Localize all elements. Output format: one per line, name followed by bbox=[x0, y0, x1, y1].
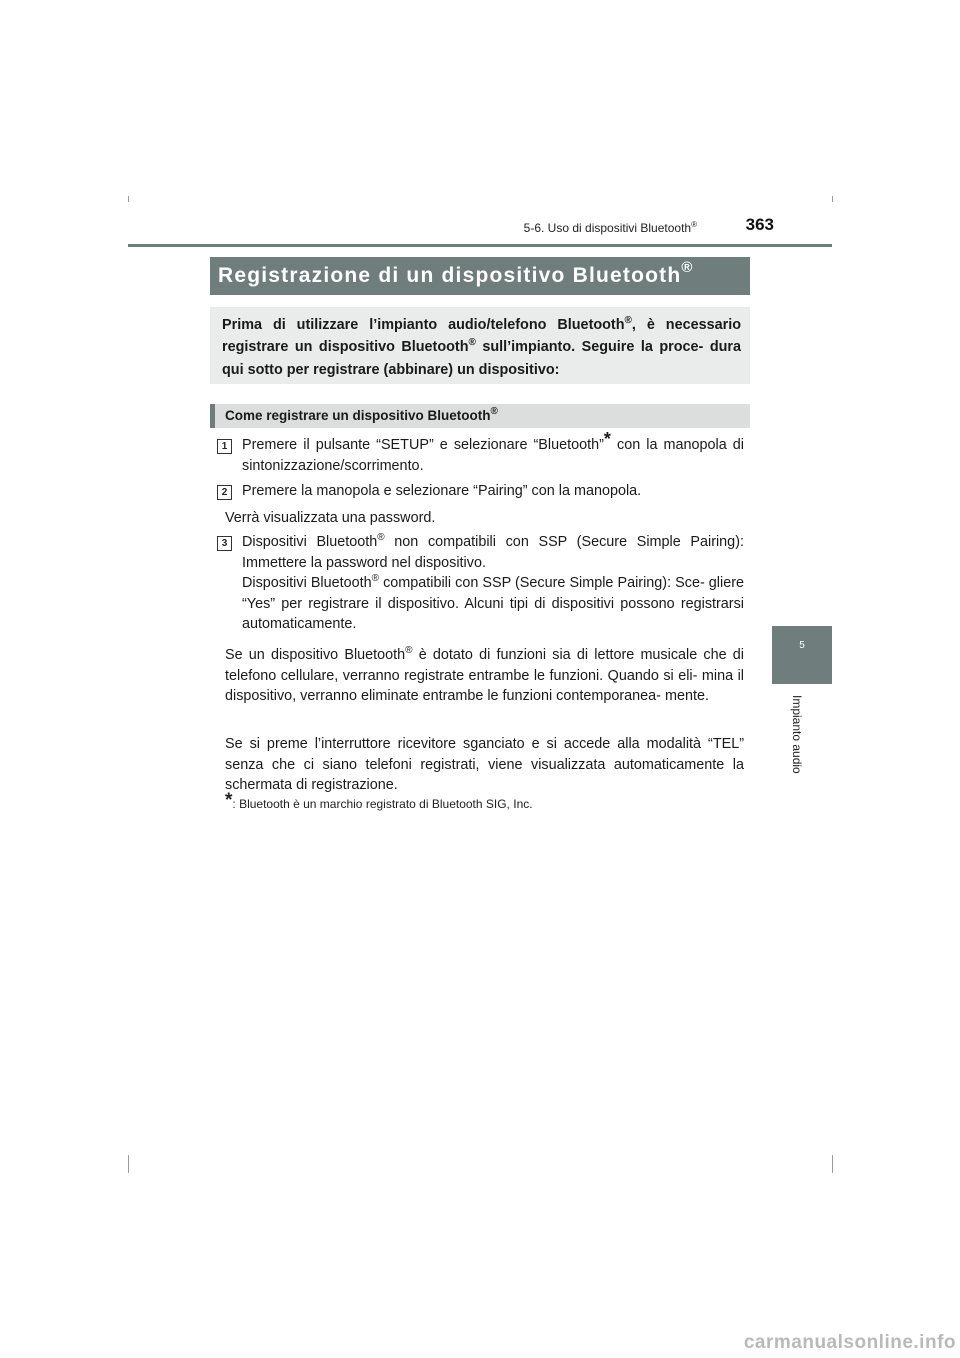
watermark: carmanualsonline.info bbox=[743, 1332, 956, 1353]
note-music-phone: Se un dispositivo Bluetooth® è dotato di funzioni sia di lettore musicale che di telefono cellulare, verranno registrate entrambe le funzioni. Quando si eli- mina il dispositivo, verranno eliminate entrambe le funzioni contemporanea- mente. bbox=[225, 645, 744, 704]
subheading: Come registrare un dispositivo Bluetooth® bbox=[210, 404, 750, 428]
step-2-text: Premere la manopola e selezionare “Pairing” con la manopola. bbox=[242, 483, 642, 499]
chapter-number: 5 bbox=[799, 640, 805, 651]
section-label: 5-6. Uso di dispositivi Bluetooth® bbox=[523, 220, 697, 235]
step-number-1: 1 bbox=[217, 439, 232, 454]
page-title: Registrazione di un dispositivo Bluetooth® bbox=[210, 257, 750, 295]
step-1-text: Premere il pulsante “SETUP” e selezionare “Bluetooth”* con la manopola di sintonizzazione/scorrimento. bbox=[242, 429, 744, 474]
step-3-text bbox=[242, 532, 744, 635]
header-rule bbox=[128, 244, 832, 247]
password-note: Verrà visualizzata una password. bbox=[225, 510, 436, 526]
crop-mark bbox=[832, 1155, 833, 1173]
step-number-3: 3 bbox=[217, 536, 232, 551]
intro-box: Prima di utilizzare l’impianto audio/telefono Bluetooth®, è necessario registrare un dispositivo Bluetooth® sull’impianto. Seguire la proce- dura qui sotto per registrare (abbinare) un dispositivo: bbox=[210, 307, 750, 384]
crop-mark bbox=[128, 196, 129, 202]
chapter-title: Impianto audio bbox=[790, 695, 804, 774]
note-tel-mode: Se si preme l’interruttore ricevitore sganciato e si accede alla modalità “TEL” senza che ci siano telefoni registrati, viene visualizzata automaticamente la schermata di registrazione. bbox=[225, 736, 744, 793]
chapter-tab bbox=[772, 626, 832, 684]
crop-mark bbox=[832, 196, 833, 202]
step-3-non-ssp: Dispositivi Bluetooth® non compatibili con SSP (Secure Simple Pairing): Immettere la password nel dispositivo. bbox=[242, 532, 744, 571]
footnote: *: Bluetooth è un marchio registrato di Bluetooth SIG, Inc. bbox=[225, 790, 533, 811]
step-3-ssp: Dispositivi Bluetooth® compatibili con SSP (Secure Simple Pairing): Sce- gliere “Yes” per registrare il dispositivo. Alcuni tipi di dispositivi possono registrarsi automaticamente. bbox=[242, 573, 744, 632]
page-number: 363 bbox=[745, 215, 774, 234]
step-number-2: 2 bbox=[217, 485, 232, 500]
crop-mark bbox=[128, 1155, 129, 1173]
